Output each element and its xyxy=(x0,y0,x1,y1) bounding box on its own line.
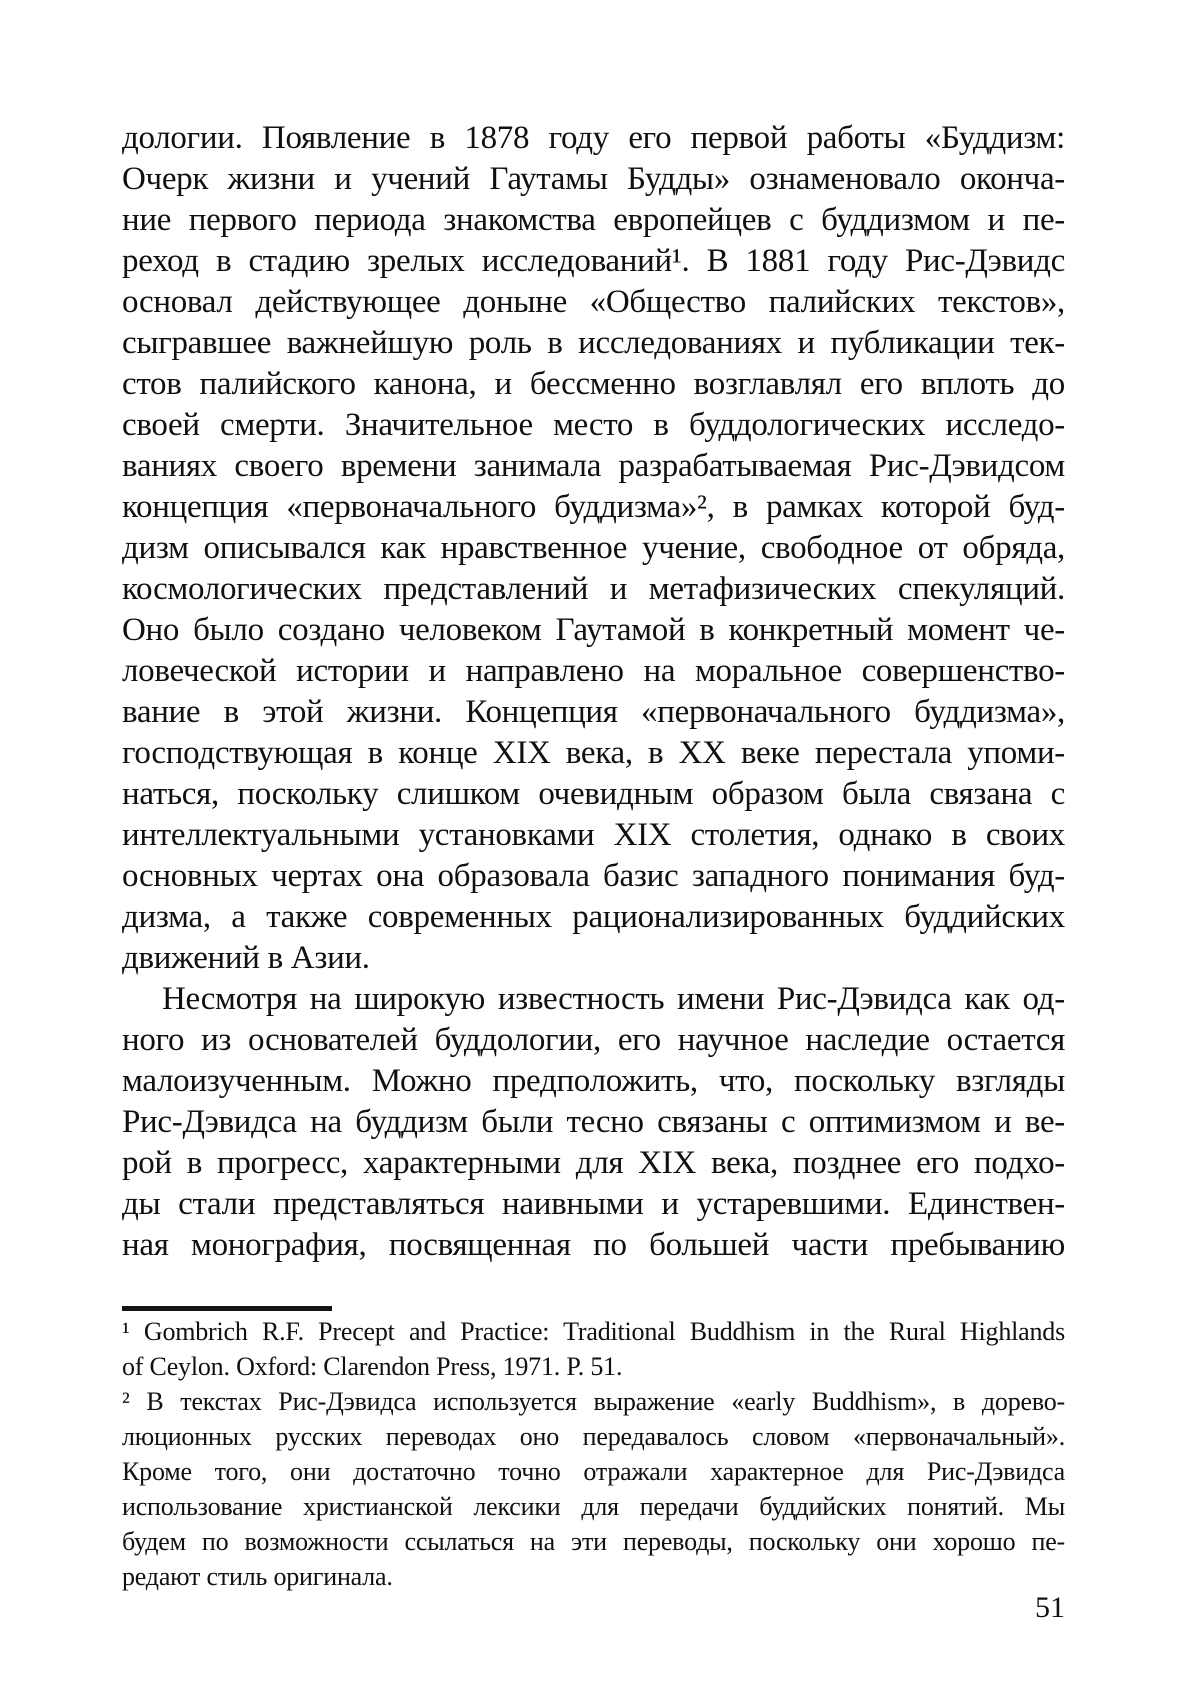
text-line: наться, поскольку слишком очевидным образом была связана с xyxy=(122,776,1065,812)
text-line: ловеческой истории и направлено на моральное совершенство- xyxy=(122,653,1065,689)
text-line: движений в Азии. xyxy=(122,940,370,976)
text-line: основал действующее доныне «Общество палийских текстов», xyxy=(122,284,1065,320)
text-line: люционных русских переводах оно передавалось словом «первоначальный». xyxy=(122,1422,1065,1451)
footnotes xyxy=(122,1314,1065,1594)
text-line: Рис-Дэвидса на буддизм были тесно связаны с оптимизмом и ве- xyxy=(122,1104,1065,1140)
text-line: вание в этой жизни. Концепция «первоначального буддизма», xyxy=(122,694,1065,730)
text-line: господствующая в конце XIX века, в XX веке перестала упоми- xyxy=(122,735,1065,771)
text-line: Оно было создано человеком Гаутамой в конкретный момент че- xyxy=(122,612,1065,648)
text-line: дизма, а также современных рационализированных буддийских xyxy=(122,899,1065,935)
text-line: ние первого периода знакомства европейцев с буддизмом и пе- xyxy=(122,202,1065,238)
text-line: рой в прогресс, характерными для XIX века, позднее его подхо- xyxy=(122,1145,1065,1181)
text-line: ды стали представляться наивными и устаревшими. Единствен- xyxy=(122,1186,1065,1222)
text-line: своей смерти. Значительное место в буддологических исследо- xyxy=(122,407,1065,443)
body-text xyxy=(122,118,1065,1266)
text-line: ная монография, посвященная по большей части пребыванию xyxy=(122,1227,1065,1263)
text-line: реход в стадию зрелых исследований¹. В 1881 году Рис-Дэвидс xyxy=(122,243,1065,279)
text-line: интеллектуальными установками XIX столетия, однако в своих xyxy=(122,817,1065,853)
text-line: ¹ Gombrich R.F. Precept and Practice: Traditional Buddhism in the Rural Highlands xyxy=(122,1317,1065,1346)
text-line: Очерк жизни и учений Гаутамы Будды» ознаменовало оконча- xyxy=(122,161,1065,197)
text-line: ного из основателей буддологии, его научное наследие остается xyxy=(122,1022,1065,1058)
text-line: стов палийского канона, и бессменно возглавлял его вплоть до xyxy=(122,366,1065,402)
text-line: использование христианской лексики для передачи буддийских понятий. Мы xyxy=(122,1492,1065,1521)
footnote-separator xyxy=(122,1306,332,1311)
text-line: Несмотря на широкую известность имени Рис-Дэвидса как од- xyxy=(162,981,1065,1017)
page-number: 51 xyxy=(1035,1591,1065,1624)
text-line: ² В текстах Рис-Дэвидса используется выражение «early Buddhism», в дорево- xyxy=(122,1387,1065,1416)
text-line: ваниях своего времени занимала разрабатываемая Рис-Дэвидсом xyxy=(122,448,1065,484)
text-line: редают стиль оригинала. xyxy=(122,1562,393,1591)
text-line: основных чертах она образовала базис западного понимания буд- xyxy=(122,858,1065,894)
text-line: сыгравшее важнейшую роль в исследованиях и публикации тек- xyxy=(122,325,1065,361)
text-line: дологии. Появление в 1878 году его первой работы «Буддизм: xyxy=(122,120,1065,156)
text-line: дизм описывался как нравственное учение, свободное от обряда, xyxy=(122,530,1065,566)
text-line: малоизученным. Можно предположить, что, поскольку взгляды xyxy=(122,1063,1065,1099)
text-line: of Ceylon. Oxford: Clarendon Press, 1971. P. 51. xyxy=(122,1352,623,1381)
text-line: концепция «первоначального буддизма»², в рамках которой буд- xyxy=(122,489,1065,525)
text-line: Кроме того, они достаточно точно отражали характерное для Рис-Дэвидса xyxy=(122,1457,1065,1486)
text-line: будем по возможности ссылаться на эти переводы, поскольку они хорошо пе- xyxy=(122,1527,1065,1556)
text-line: космологических представлений и метафизических спекуляций. xyxy=(122,571,1065,607)
